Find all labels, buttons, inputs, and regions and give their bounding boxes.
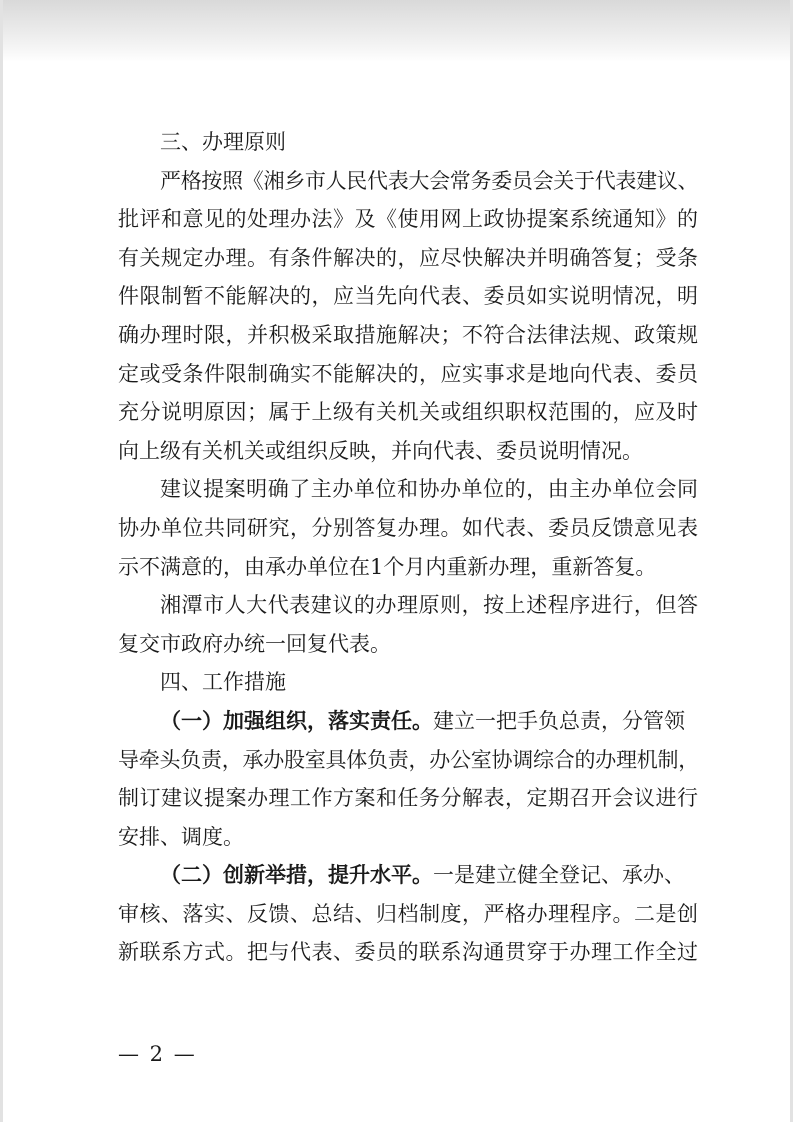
paragraph-line: 批评和意见的处理办法》及《使用网上政协提案系统通知》的 — [118, 207, 698, 232]
subsection-lead: （一）加强组织，落实责任。 — [160, 707, 433, 733]
paragraph-line: 湘潭市人大代表建议的办理原则，按上述程序进行，但答 — [160, 593, 698, 618]
paragraph-line — [118, 856, 698, 895]
paragraph-line: 审核、落实、反馈、总结、归档制度，严格办理程序。二是创 — [118, 901, 698, 926]
paragraph-line: 建议提案明确了主办单位和协办单位的，由主办单位会同 — [160, 477, 698, 502]
paragraph-line: 充分说明原因；属于上级有关机关或组织职权范围的，应及时 — [118, 400, 698, 425]
scan-shadow-top — [0, 0, 793, 62]
paragraph-line: 件限制暂不能解决的，应当先向代表、委员如实说明情况，明 — [118, 284, 698, 309]
paragraph-line: 有关规定办理。有条件解决的，应尽快解决并明确答复；受条 — [118, 245, 698, 270]
paragraph-line: 复交市政府办统一回复代表。 — [118, 631, 391, 656]
paragraph-line: 示不满意的，由承办单位在1个月内重新办理，重新答复。 — [118, 554, 657, 579]
paragraph-line: 定或受条件限制确实不能解决的，应实事求是地向代表、委员 — [118, 361, 698, 386]
paragraph-line: 新联系方式。把与代表、委员的联系沟通贯穿于办理工作全过 — [118, 940, 698, 965]
paragraph-line: 协办单位共同研究，分别答复办理。如代表、委员反馈意见表 — [118, 515, 698, 540]
subsection-lead: （二）创新举措，提升水平。 — [160, 862, 433, 888]
document-body — [118, 123, 698, 972]
page-number: — 2 — — [118, 1042, 197, 1066]
paragraph-line — [118, 702, 698, 741]
scan-edge-left — [0, 0, 3, 1122]
paragraph-line: 向上级有关机关或组织反映，并向代表、委员说明情况。 — [118, 438, 643, 463]
paragraph-text: 建立一把手负总责，分管领 — [433, 708, 685, 733]
paragraph-line: 制订建议提案办理工作方案和任务分解表，定期召开会议进行 — [118, 786, 698, 811]
paragraph-line: 严格按照《湘乡市人民代表大会常务委员会关于代表建议、 — [160, 168, 698, 193]
paragraph-text: 一是建立健全登记、承办、 — [433, 863, 685, 888]
paragraph-line: 安排、调度。 — [118, 824, 244, 849]
section-heading: 四、工作措施 — [160, 670, 286, 695]
paragraph-line: 导牵头负责，承办股室具体负责，办公室协调综合的办理机制， — [118, 747, 699, 772]
section-heading: 三、办理原则 — [160, 130, 286, 154]
paragraph-line: 确办理时限，并积极采取措施解决；不符合法律法规、政策规 — [118, 322, 698, 347]
